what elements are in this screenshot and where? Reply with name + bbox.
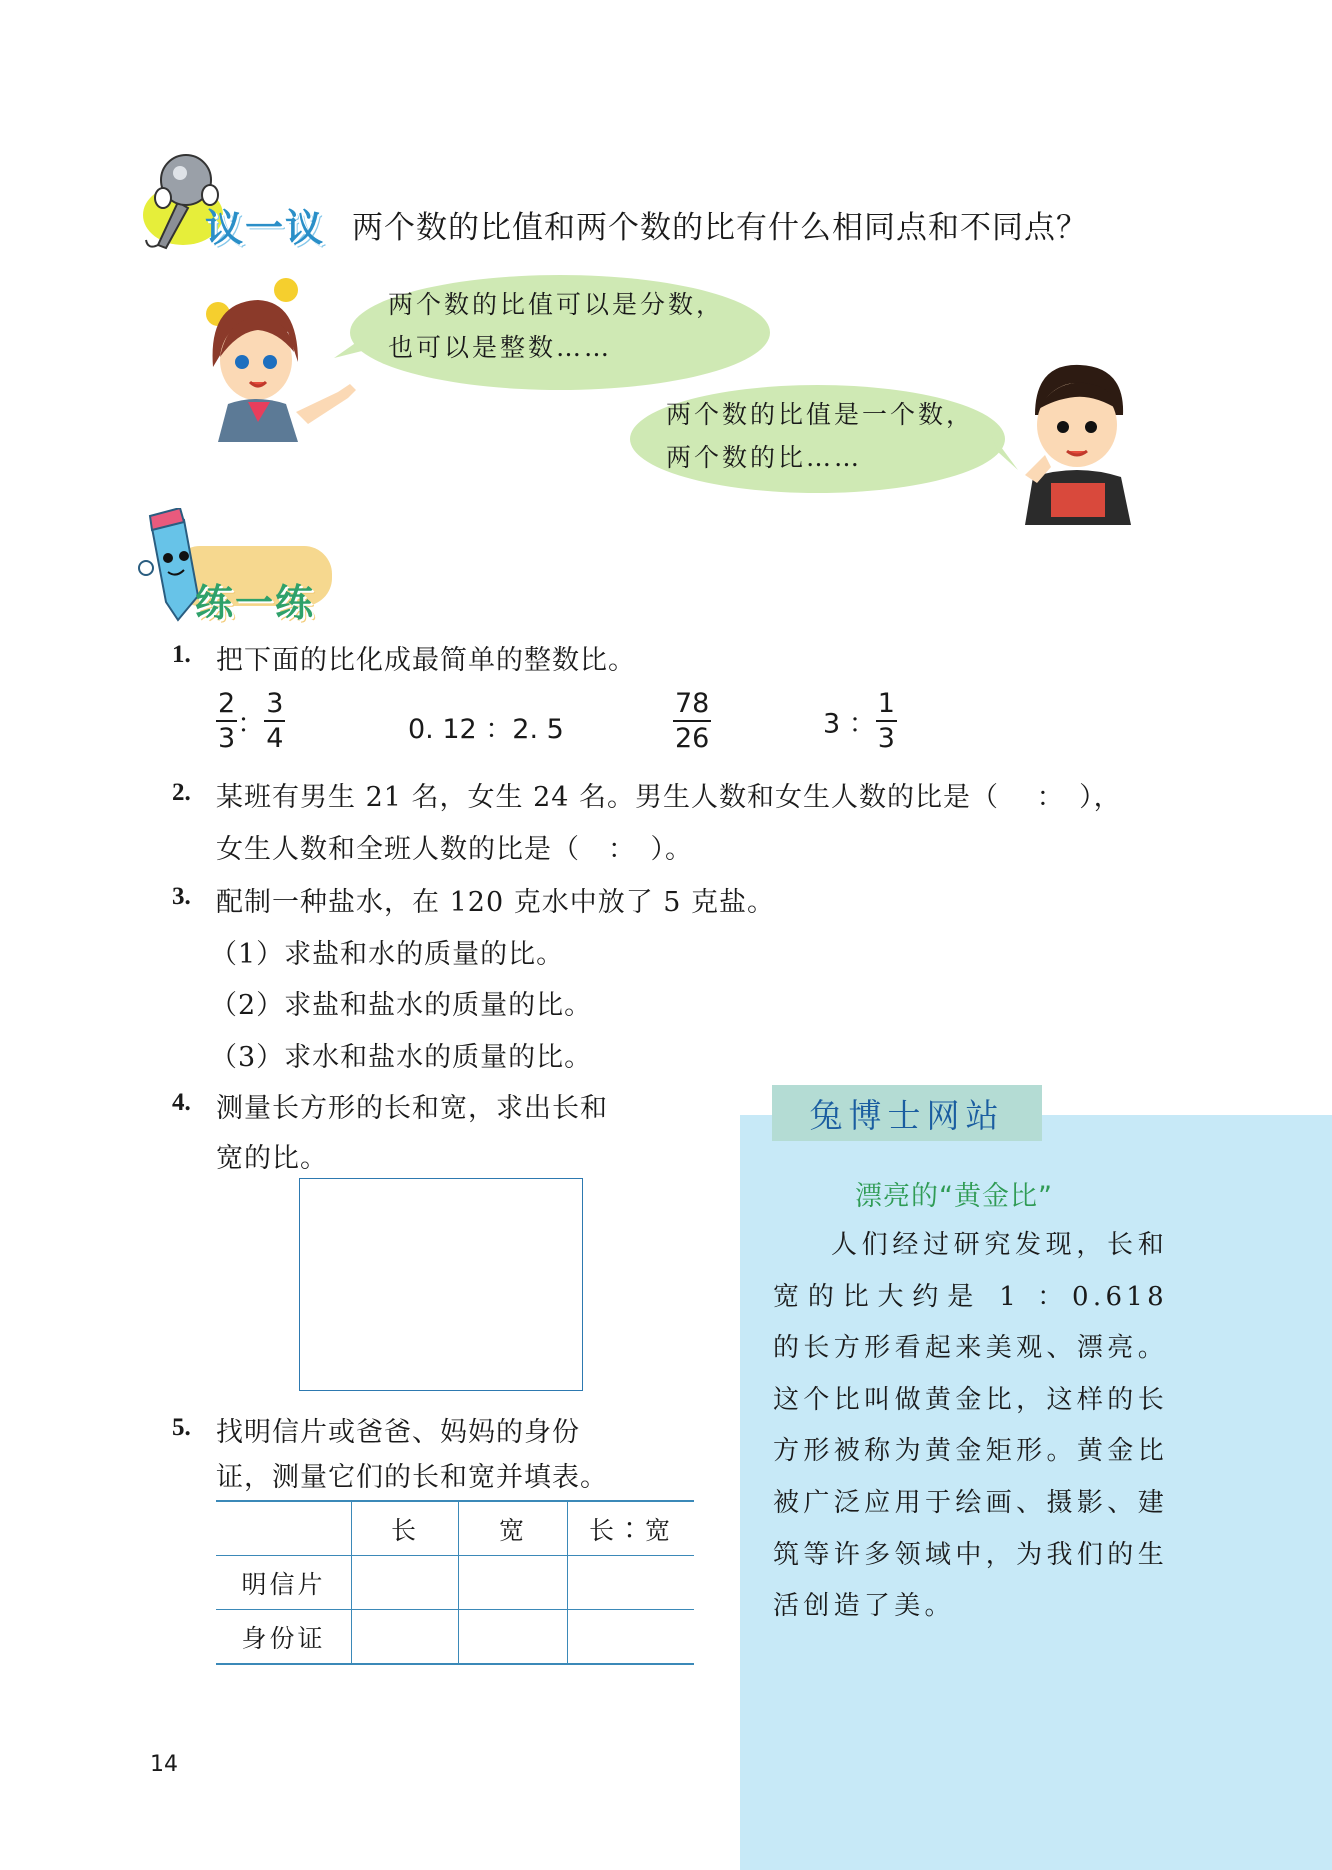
question-3-sub-3: （3）求水和盐水的质量的比。 [210, 1042, 593, 1073]
rectangle-figure [299, 1178, 583, 1391]
girl-bubble-line-1: 两个数的比值可以是分数， [388, 290, 725, 319]
boy-bubble-line-1: 两个数的比值是一个数， [666, 400, 975, 429]
q1-e4-denominator: 3 [877, 723, 895, 754]
question-3-sub-1: （1）求盐和水的质量的比。 [210, 939, 565, 970]
table-header-width: 宽 [459, 1501, 568, 1556]
question-4-line-1: 测量长方形的长和宽，求出长和 [216, 1093, 608, 1124]
table-cell[interactable] [352, 1610, 459, 1665]
table-row [216, 1610, 694, 1665]
info-panel-tab [772, 1085, 1042, 1141]
boy-bubble-line-2: 两个数的比…… [666, 443, 863, 472]
boy-bubble-text [666, 393, 974, 479]
table-row [216, 1556, 694, 1610]
question-5-line-2: 证，测量它们的长和宽并填表。 [216, 1462, 608, 1493]
q1-e4-numerator: 1 [876, 690, 897, 722]
table-cell[interactable] [568, 1610, 695, 1665]
q1-expression-4 [823, 690, 897, 752]
q1-expression-3 [673, 690, 711, 752]
table-cell[interactable] [352, 1556, 459, 1610]
question-4-line-2: 宽的比。 [216, 1143, 328, 1174]
table-row-label: 身份证 [216, 1610, 352, 1665]
measurement-table [216, 1500, 694, 1665]
question-4-number: 4. [172, 1089, 191, 1116]
q1-e1-numerator-1: 2 [216, 690, 237, 722]
girl-bubble-tail [334, 330, 374, 364]
article-title: 漂亮的“黄金比” [855, 1181, 1053, 1212]
discuss-section-title: 议一议 [205, 206, 326, 250]
question-2-line-2: 女生人数和全班人数的比是（ ： ）。 [216, 834, 693, 865]
table-header-empty [216, 1501, 352, 1556]
practice-section-title: 练一练 [195, 581, 316, 625]
q1-e1-colon: ： [237, 708, 265, 740]
girl-bubble-text [388, 283, 724, 369]
table-cell[interactable] [568, 1556, 695, 1610]
table-row-label: 明信片 [216, 1556, 352, 1610]
question-5-number: 5. [172, 1414, 191, 1441]
girl-bubble-line-2: 也可以是整数…… [388, 333, 613, 362]
article-body: 人们经过研究发现，长和宽的比大约是 1 ：0.618 的长方形看起来美观、漂亮。这个比叫做黄金比，这样的长方形被称为黄金矩形。黄金比被广泛应用于绘画、摄影、建筑等许多领域中，为我们的生活创造了美。 [773, 1230, 1168, 1622]
question-2-line-1: 某班有男生 21 名，女生 24 名。男生人数和女生人数的比是（ ： ）， [216, 782, 1122, 813]
question-3-text: 配制一种盐水，在 120 克水中放了 5 克盐。 [216, 887, 776, 918]
q1-e3-denominator: 26 [675, 723, 710, 754]
q1-e1-denominator-1: 3 [218, 723, 236, 754]
discuss-question: 两个数的比值和两个数的比有什么相同点和不同点？ [352, 210, 1088, 246]
q1-e4-prefix: 3 ： [823, 708, 876, 740]
page-number: 14 [150, 1752, 178, 1777]
question-3-number: 3. [172, 883, 191, 910]
q1-e3-numerator: 78 [673, 690, 711, 722]
table-header-row [216, 1501, 694, 1556]
q1-expression-2: 0. 12 ：2. 5 [408, 714, 564, 745]
question-1-text: 把下面的比化成最简单的整数比。 [216, 645, 636, 676]
question-3-sub-2: （2）求盐和盐水的质量的比。 [210, 990, 593, 1021]
question-1-number: 1. [172, 641, 191, 668]
table-header-ratio: 长∶宽 [568, 1501, 695, 1556]
table-cell[interactable] [459, 1556, 568, 1610]
info-panel-title: 兔博士网站 [809, 1095, 1005, 1135]
table-cell[interactable] [459, 1610, 568, 1665]
boy-illustration [1015, 355, 1135, 529]
q1-expression-1 [216, 690, 285, 752]
table-header-length: 长 [352, 1501, 459, 1556]
question-2-number: 2. [172, 779, 191, 806]
q1-e1-numerator-2: 3 [264, 690, 285, 722]
question-5-line-1: 找明信片或爸爸、妈妈的身份 [216, 1417, 580, 1448]
q1-e1-denominator-2: 4 [266, 723, 284, 754]
